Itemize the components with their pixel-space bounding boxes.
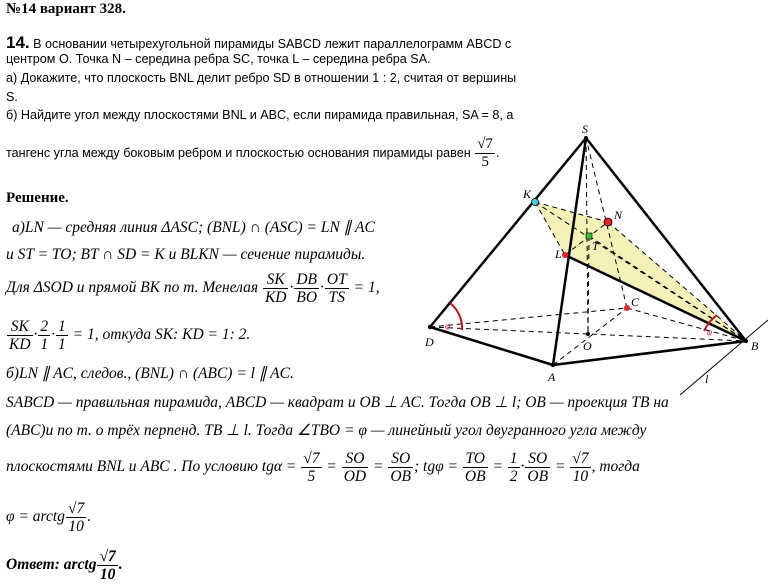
point-A: [551, 363, 555, 367]
label-O: O: [583, 339, 592, 353]
label-B: B: [751, 339, 759, 353]
label-C: C: [631, 295, 640, 309]
problem-number: 14.: [6, 33, 30, 52]
problem-line-4: S.: [6, 90, 18, 104]
label-D: D: [425, 335, 434, 349]
solution-line-3: Для ΔSOD и прямой BK по т. Менелая $\frac{SK}{KD}$ · $\frac{DB}{BO}$ · $\frac{OT}{TS}$ = 1,: [6, 271, 380, 306]
problem-line-5: б) Найдите угол между плоскостями BNL и ABC, если пирамида правильная, SA = 8, а: [6, 108, 514, 122]
point-N: [604, 218, 612, 226]
edge-AB: [553, 341, 746, 365]
solution-line-9: φ = arctg $\frac{√7}{10}$ .: [6, 500, 92, 535]
solution-heading: Решение.: [6, 190, 69, 206]
edge-AD: [430, 327, 553, 365]
label-phi-B: φ: [707, 327, 712, 337]
label-l: l: [705, 372, 709, 386]
point-S: [584, 136, 588, 140]
problem-line-6: тангенс угла между боковым ребром и плоскостью основания пирамиды равен $\frac{√7}{5}$ .: [6, 136, 500, 170]
point-O: [586, 332, 590, 336]
point-K: [532, 199, 539, 206]
point-C: [624, 305, 630, 311]
answer-line: Ответ: arctg $\frac{√7}{10}$ .: [6, 548, 123, 583]
tan-fraction: $\frac{√7}{5}$: [477, 136, 493, 170]
problem-line-2: центром O. Точка N – середина ребра SC, точка L – середина ребра SA.: [6, 52, 431, 66]
solution-line-5: б)LN ∥ AC, следов., (BNL) ∩ (ABC) = l ∥ AC.: [6, 365, 294, 382]
angle-D-arc: [450, 303, 462, 330]
solution-line-2: и ST = TO; BT ∩ SD = K и BLKN — сечение пирамиды.: [6, 246, 366, 263]
label-N: N: [614, 208, 623, 222]
label-T: T: [592, 239, 599, 253]
page-header: №14 вариант 328.: [6, 1, 126, 17]
label-phi-D: φ: [445, 321, 450, 331]
solution-line-8: плоскостями BNL и ABC . По условию tgα = $\frac{√7}{5}$ = $\frac{SO}{OD}$ = $\frac{SO}{OB}$ ; tgφ = $\frac{TO}{OB}$ = $\frac{1}{2}$ · $\frac{SO}{OB}$ = $\frac{√7}{10}$ , тогда: [6, 450, 640, 485]
point-L: [562, 252, 568, 258]
label-S: S: [582, 122, 588, 136]
label-A: A: [548, 370, 556, 384]
problem-line-1: 14. В основании четырехугольной пирамиды SABCD лежит параллелограмм ABCD с: [6, 33, 512, 52]
point-D: [428, 325, 432, 329]
solution-line-4: $\frac{SK}{KD}$ · $\frac{2}{1}$ · $\frac{1}{1}$ = 1, откуда SK: KD = 1: 2.: [9, 318, 251, 353]
solution-line-6: SABCD — правильная пирамида, ABCD — квадрат и OB ⊥ AC. Тогда OB ⊥ l; OB — проекция TB на: [6, 394, 669, 411]
problem-line-3: а) Докажите, что плоскость BNL делит ребро SD в отношении 1 : 2, считая от вершины: [6, 71, 517, 85]
point-B: [744, 339, 748, 343]
label-L: L: [555, 247, 562, 261]
solution-line-7: (ABC)и по т. о трёх перпенд. TB ⊥ l. Тогда ∠TBO = φ — линейный угол двугранного угла между: [6, 422, 647, 439]
label-K: K: [523, 187, 532, 201]
solution-line-1: а)LN — средняя линия ΔASC; (BNL) ∩ (ASC) = LN ∥ AC: [12, 219, 375, 236]
